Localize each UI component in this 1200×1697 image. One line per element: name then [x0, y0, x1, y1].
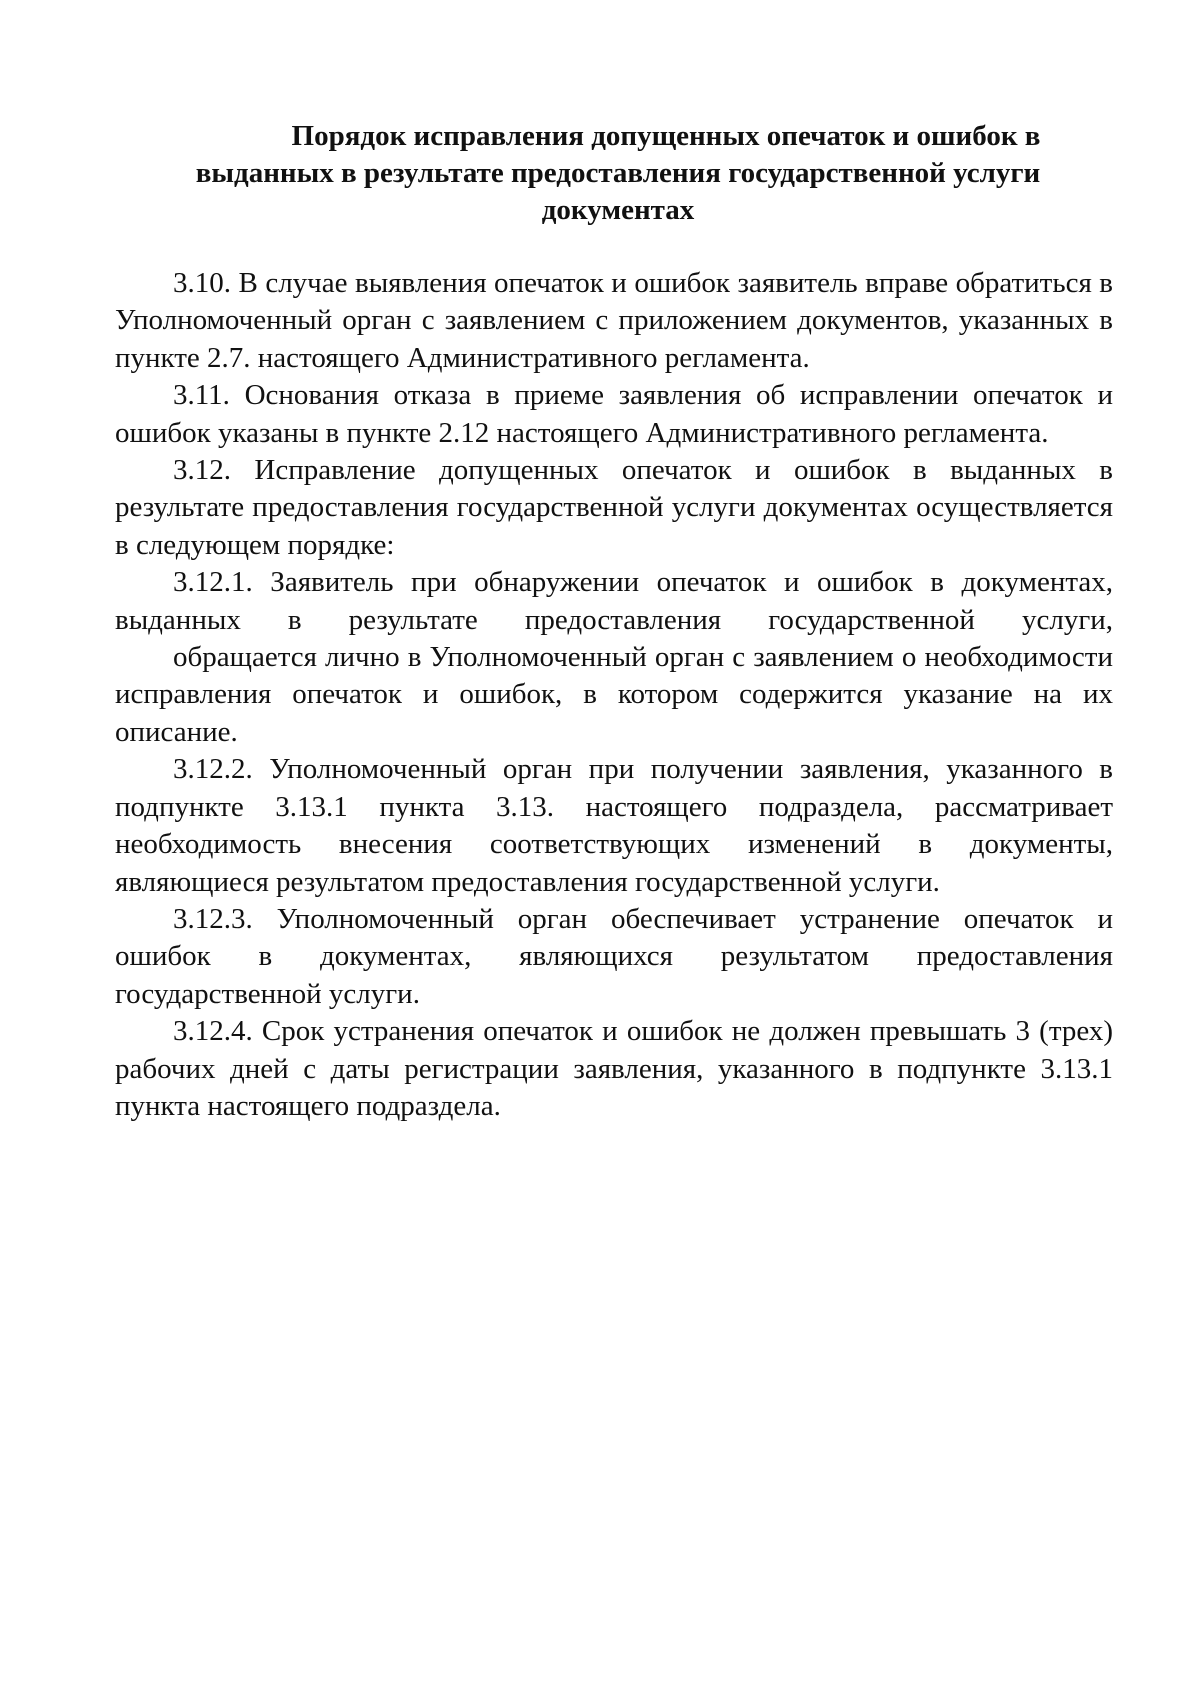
paragraph-3-12-2: 3.12.2. Уполномоченный орган при получении заявления, указанного в подпункте 3.13.1 пункта 3.13. настоящего подраздела, рассматривает необходимость внесения соответствующих изменений в документы, являющиеся результатом предоставления государственной услуги.	[115, 753, 1113, 898]
paragraph-3-12-3: 3.12.3. Уполномоченный орган обеспечивает устранение опечаток и ошибок в документах, являющихся результатом предоставления государственной услуги.	[115, 902, 1113, 1010]
paragraph-3-12-1: 3.12.1. Заявитель при обнаружении опечаток и ошибок в документах, выданных в результате предоставления государственной услуги,	[115, 566, 1113, 636]
paragraph-3-11: 3.11. Основания отказа в приеме заявления об исправлении опечаток и ошибок указаны в пункте 2.12 настоящего Административного регламента.	[115, 379, 1113, 449]
paragraph-3-12: 3.12. Исправление допущенных опечаток и ошибок в выданных в результате предоставления государственной услуги документах осуществляется в следующем порядке:	[115, 454, 1113, 561]
document-title	[128, 118, 1108, 229]
document-body	[115, 265, 1113, 1125]
title-line: Порядок исправления допущенных опечаток и ошибок в	[291, 120, 1041, 152]
paragraph-3-12-1-continued: обращается лично в Уполномоченный орган с заявлением о необходимости исправления опечаток и ошибок, в котором содержится указание на их описание.	[115, 641, 1113, 748]
title-line: выданных в результате предоставления государственной услуги	[195, 157, 1041, 189]
paragraph-3-12-4: 3.12.4. Срок устранения опечаток и ошибок не должен превышать 3 (трех) рабочих дней с даты регистрации заявления, указанного в подпункте 3.13.1 пункта настоящего подраздела.	[115, 1015, 1113, 1122]
paragraph-3-10: 3.10. В случае выявления опечаток и ошибок заявитель вправе обратиться в Уполномоченный орган с заявлением с приложением документов, указанных в пункте 2.7. настоящего Административного регламента.	[115, 267, 1113, 374]
title-line: документах	[541, 194, 695, 226]
